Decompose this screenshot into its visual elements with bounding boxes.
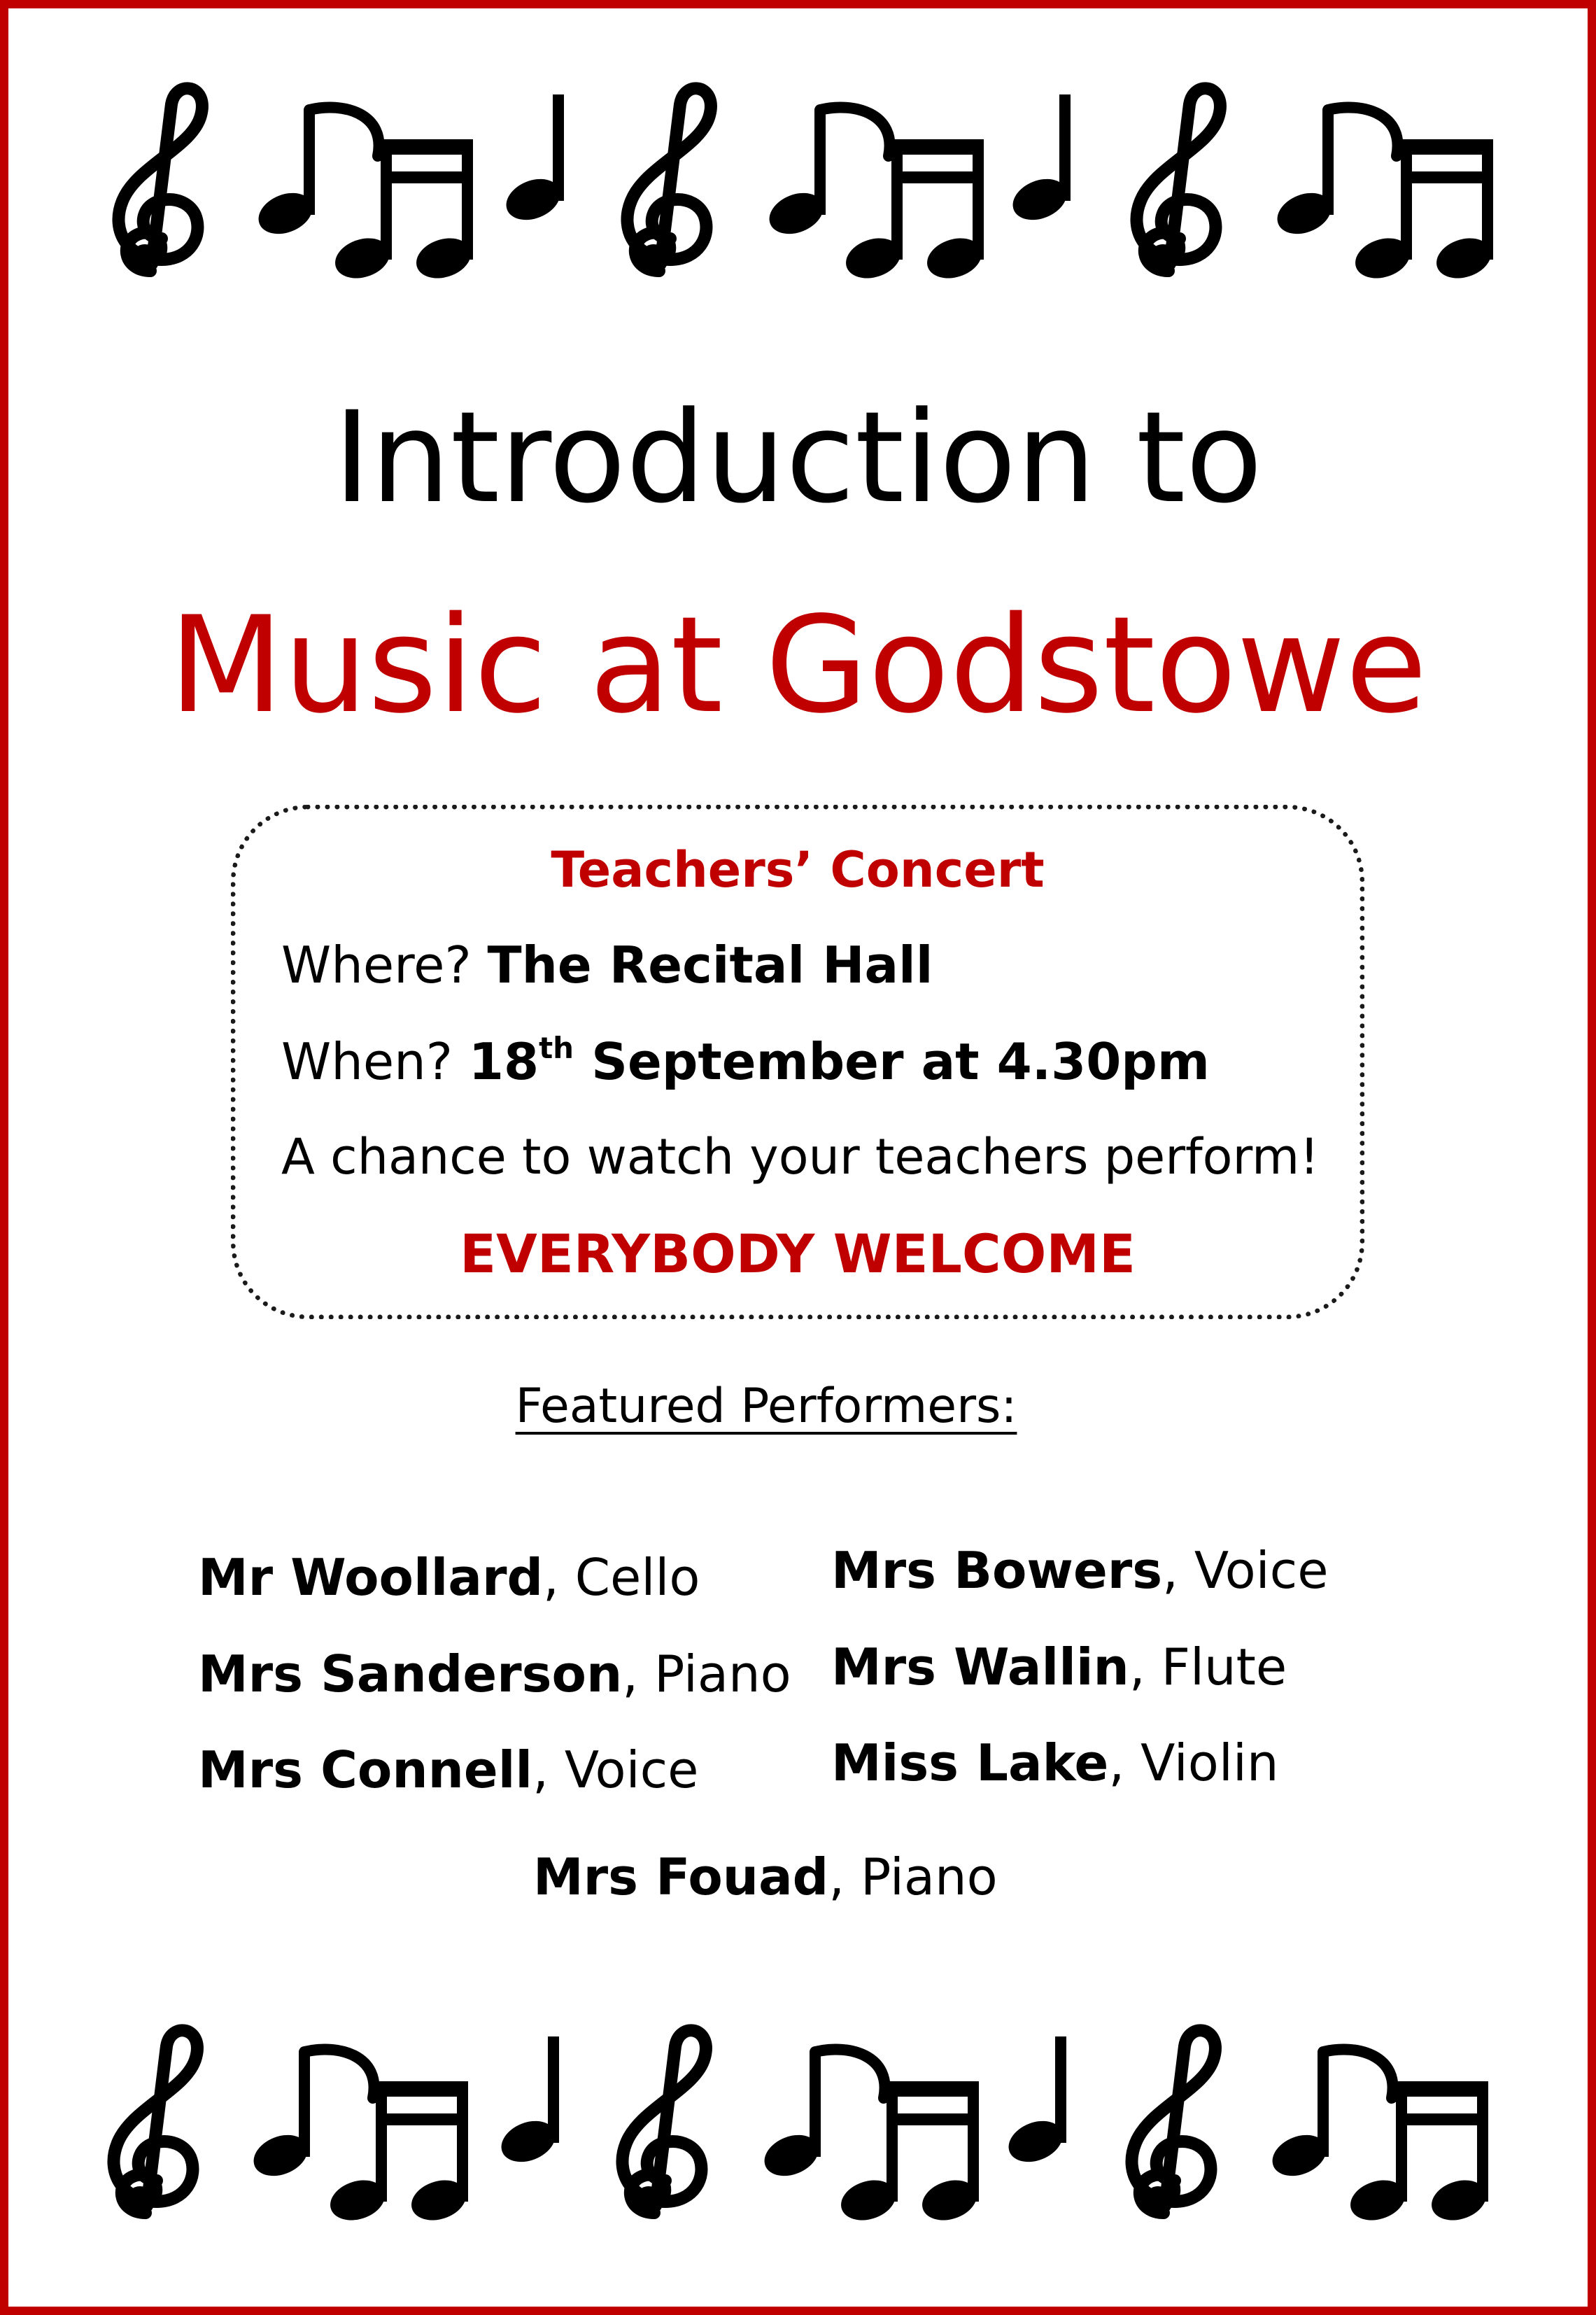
treble-clef-icon [627,88,710,272]
page-title-line-1: Introduction to [333,385,1263,531]
beamed-sixteenth-notes-icon [836,2081,982,2227]
welcome-banner: EVERYBODY WELCOME [460,1223,1136,1285]
concert-location [281,936,933,994]
beamed-sixteenth-notes-icon [1350,139,1497,285]
treble-clef-icon [622,2030,705,2214]
eighth-note-icon [763,107,890,241]
eighth-note-icon [1266,2049,1393,2183]
music-notes-border-bottom [0,2022,1596,2232]
featured-performers-heading: Featured Performers: [515,1379,1017,1434]
eighth-note-icon [253,107,379,241]
performer-item [831,1733,1279,1792]
performer-name: Mrs Connell [198,1740,533,1799]
treble-clef-icon [1131,2030,1215,2214]
performer-name: Miss Lake [831,1733,1109,1792]
where-label: Where? [281,936,472,994]
performer-instrument: , Flute [1129,1638,1287,1696]
performer-item [198,1740,698,1799]
concert-info-box [231,805,1364,1319]
beamed-sixteenth-notes-icon [1346,2081,1492,2227]
performer-name: Mrs Wallin [831,1638,1129,1696]
beamed-sixteenth-notes-icon [330,139,476,285]
performer-item [198,1645,791,1703]
performer-instrument: , Voice [532,1740,699,1799]
when-label: When? [281,1032,453,1091]
treble-clef-icon [113,2030,197,2214]
performer-instrument: , Piano [828,1848,998,1906]
quarter-note-icon [500,94,566,227]
treble-clef-icon [1136,88,1220,272]
beamed-sixteenth-notes-icon [325,2081,472,2227]
when-day-suffix: th [539,1031,574,1065]
performer-item [831,1541,1329,1600]
treble-clef-icon [118,88,202,272]
performer-name: Mrs Fouad [533,1848,829,1906]
when-rest: September at 4.30pm [591,1032,1210,1091]
eighth-note-icon [1271,107,1398,241]
performer-name: Mrs Bowers [831,1541,1163,1600]
quarter-note-icon [1003,2036,1068,2169]
performer-name: Mrs Sanderson [198,1645,623,1703]
music-notes-border-top [0,80,1596,290]
concert-date [281,1032,1210,1091]
quarter-note-icon [1007,94,1073,227]
performer-item [831,1638,1287,1696]
performer-name: Mr Woollard [198,1548,543,1607]
performer-instrument: , Violin [1108,1733,1279,1792]
performer-item [533,1848,998,1906]
performer-instrument: , Piano [622,1645,791,1703]
quarter-note-icon [495,2036,561,2169]
eighth-note-icon [248,2049,374,2183]
beamed-sixteenth-notes-icon [841,139,987,285]
when-day: 18 [468,1032,539,1091]
concert-description: A chance to watch your teachers perform! [281,1128,1320,1185]
concert-heading: Teachers’ Concert [551,841,1045,899]
where-value: The Recital Hall [487,936,933,994]
performer-instrument: , Voice [1162,1541,1329,1600]
performer-instrument: , Cello [543,1548,700,1607]
performer-item [198,1548,700,1607]
page-title-line-2: Music at Godstowe [169,588,1427,743]
eighth-note-icon [758,2049,885,2183]
